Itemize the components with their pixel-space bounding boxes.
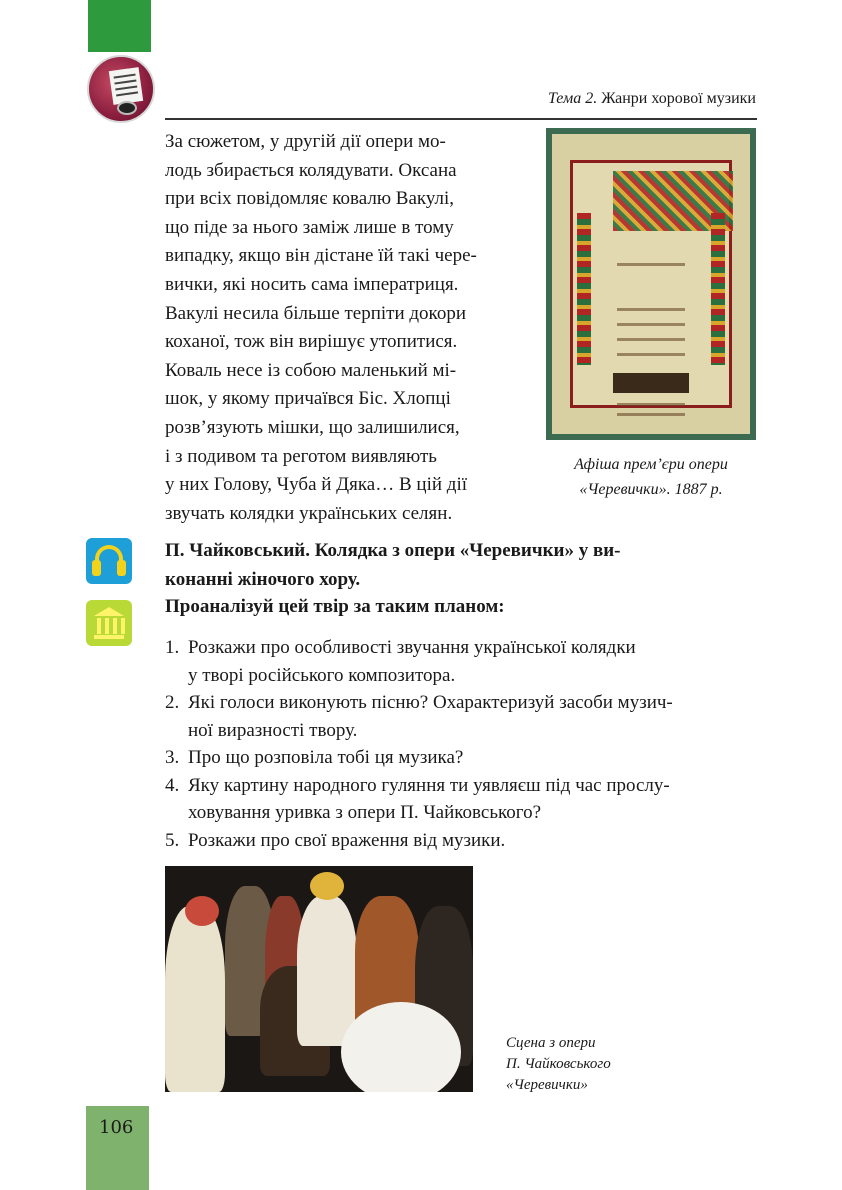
question-list — [165, 634, 757, 854]
list-item: 5. Розкажи про свої враження від музики. — [165, 829, 506, 851]
list-item: 3. Про що розповіла тобі ця музика? — [165, 747, 464, 768]
analysis-heading: Проаналізуй цей твір за таким планом: — [165, 596, 505, 617]
scene-caption: Сцена з опери П. Чайковського «Черевички» — [506, 1035, 611, 1093]
museum-icon — [86, 600, 132, 646]
story-paragraph: За сюжетом, у другій дії опери мо- лодь збирається колядувати. Оксана при всіх повідомляє ковалю Вакулі, що піде за нього заміж лише в тому випадку, якщо він дістане їй такі чере- вички, які носить сама імператриця. Вакулі несила більше терпіти докори коханої, тож він вирішує утопитися. Коваль несе із собою маленький мі- шок, у якому причаївся Біс. Хлопці розв’язують мішки, що залишилися, і з подивом та реготом виявляють у них Голову, Чуба й Дяка… В цій дії звучать колядки українських селян. — [165, 131, 477, 524]
poster-caption: Афіша прем’єри опери «Черевички». 1887 р. — [574, 456, 728, 498]
opera-scene-photo — [165, 866, 473, 1092]
topic-title: Жанри хорової музики — [601, 90, 756, 107]
list-item: 1. Розкажи про особливості звучання української колядки у творі російського композитора. — [165, 637, 636, 686]
page-number: 106 — [99, 1117, 134, 1138]
topic-label: Тема 2. — [547, 90, 598, 107]
music-book-logo-icon — [87, 55, 155, 123]
headphones-icon — [86, 538, 132, 584]
listening-task: П. Чайковський. Колядка з опери «Черевички» у ви- конанні жіночого хору. — [165, 540, 621, 590]
header-rule — [165, 118, 757, 120]
premiere-poster-image — [546, 128, 756, 440]
top-color-tab — [88, 0, 151, 52]
running-header — [548, 90, 756, 108]
list-item: 2. Які голоси виконують пісню? Охарактеризуй засоби музич- ної виразності твору. — [165, 692, 673, 741]
list-item: 4. Яку картину народного гуляння ти уявляєш під час прослу- ховування уривка з опери П. Чайковського? — [165, 774, 670, 823]
